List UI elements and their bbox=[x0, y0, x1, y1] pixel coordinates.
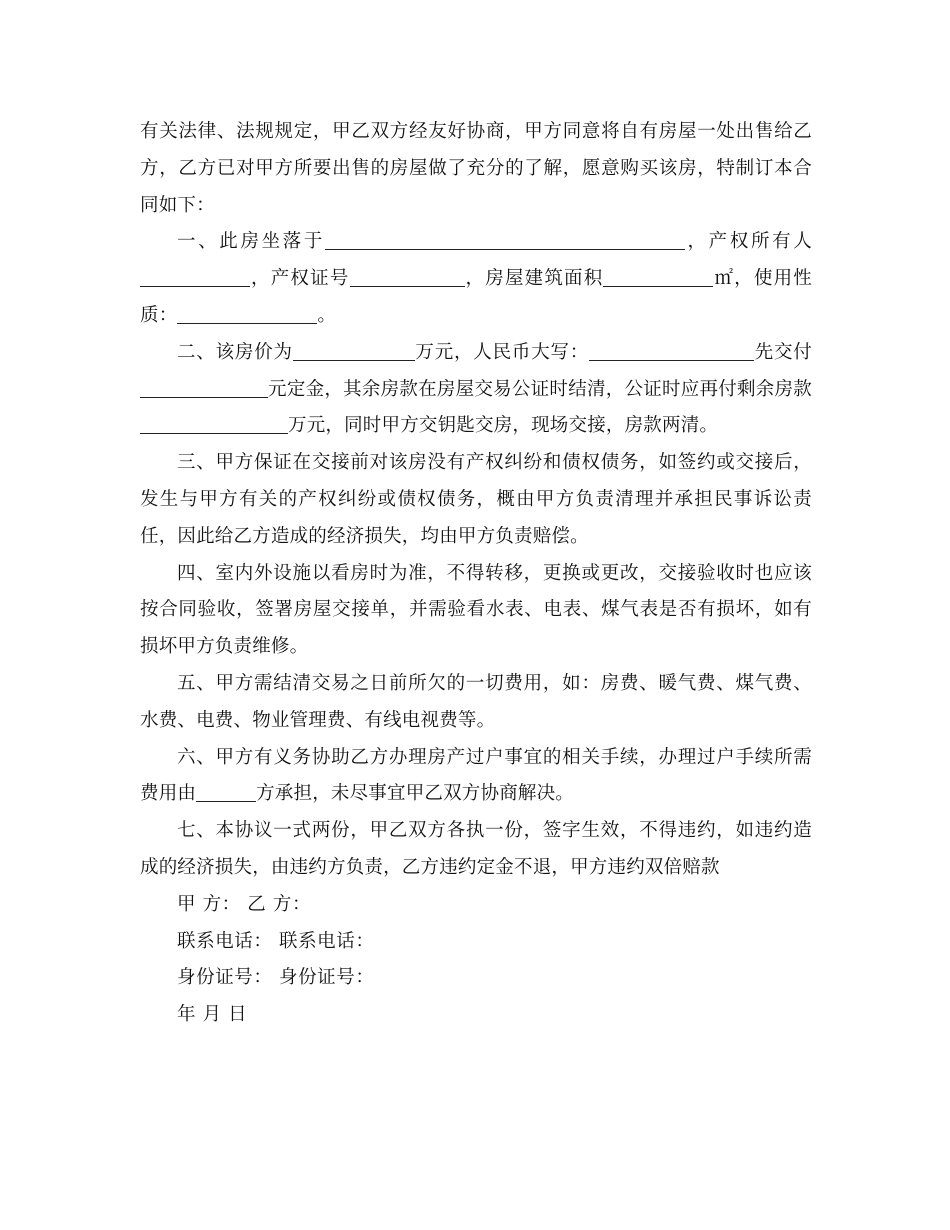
transfer-fee-party-blank bbox=[196, 779, 256, 802]
remaining-blank bbox=[140, 411, 288, 434]
clause-4-facilities bbox=[140, 556, 812, 666]
location-blank bbox=[325, 227, 685, 250]
signature-parties: 甲 方： 乙 方： bbox=[177, 893, 312, 915]
clause-2-label-capital: 万元，人民币大写： bbox=[414, 341, 590, 363]
clause-2-price bbox=[140, 335, 812, 445]
usage-blank bbox=[177, 301, 317, 324]
cert-number-blank bbox=[350, 264, 465, 287]
clause-2-label-remaining: 元定金，其余房款在房屋交易公证时结清，公证时应再付剩余房款 bbox=[268, 378, 812, 400]
signature-ids: 身份证号： 身份证号： bbox=[177, 967, 375, 989]
clause-5-fees bbox=[140, 666, 812, 740]
clause-1-location bbox=[140, 224, 812, 334]
clause-2-label-handover: 万元，同时甲方交钥匙交房，现场交接，房款两清。 bbox=[288, 415, 719, 437]
clause-1-label-location: 一、此房坐落于 bbox=[177, 231, 326, 253]
clause-1-end: 。 bbox=[317, 304, 337, 326]
clause-3-text: 三、甲方保证在交接前对该房没有产权纠纷和债权债务，如签约或交接后，发生与甲方有关的产权纠纷或债权债务，概由甲方负责清理并承担民事诉讼责任，因此给乙方造成的经济损失，均由甲方负责赔偿。 bbox=[140, 452, 812, 547]
area-blank bbox=[603, 264, 713, 287]
intro-text: 有关法律、法规规定，甲乙双方经友好协商，甲方同意将自有房屋一处出售给乙方，乙方已对甲方所要出售的房屋做了充分的了解，愿意购买该房，特制订本合同如下： bbox=[140, 121, 812, 216]
clause-6-text-a: 六、甲方有义务协助乙方办理房产过户事宜的相关手续，办理过户手续所需费用由 bbox=[140, 746, 812, 805]
clause-7-copies bbox=[140, 813, 812, 887]
clause-7-text: 七、本协议一式两份，甲乙双方各执一份，签字生效，不得违约，如违约造成的经济损失，由违约方负责，乙方违约定金不退，甲方违约双倍赔款 bbox=[140, 820, 812, 878]
clause-1-label-owner: ，产权所有人 bbox=[685, 231, 812, 253]
signature-date: 年 月 日 bbox=[177, 1004, 248, 1026]
intro-paragraph bbox=[140, 114, 812, 224]
clause-5-text: 五、甲方需结清交易之日前所欠的一切费用，如：房费、暖气费、煤气费、水费、电费、物业管理费、有线电视费等。 bbox=[140, 672, 812, 731]
price-blank bbox=[293, 338, 415, 361]
signature-phones: 联系电话： 联系电话： bbox=[177, 930, 375, 952]
clause-4-text: 四、室内外设施以看房时为准，不得转移，更换或更改，交接验收时也应该按合同验收，签署房屋交接单，并需验看水表、电表、煤气表是否有损坏，如有损坏甲方负责维修。 bbox=[140, 562, 812, 658]
clause-1-label-use: ㎡，使用性质： bbox=[140, 268, 812, 326]
clause-6-transfer bbox=[140, 740, 812, 814]
deposit-blank bbox=[140, 375, 268, 398]
owner-blank bbox=[140, 264, 250, 287]
contract-body bbox=[140, 114, 812, 1034]
clause-6-text-b: 方承担，未尽事宜甲乙双方协商解决。 bbox=[256, 783, 575, 805]
clause-2-label-price: 二、该房价为 bbox=[177, 341, 293, 363]
clause-1-label-cert: ，产权证号 bbox=[250, 268, 350, 290]
clause-2-label-deposit: 先交付 bbox=[754, 341, 812, 363]
clause-3-guarantee bbox=[140, 445, 812, 555]
clause-1-label-area: ，房屋建筑面积 bbox=[464, 268, 604, 290]
price-capital-blank bbox=[589, 338, 754, 361]
